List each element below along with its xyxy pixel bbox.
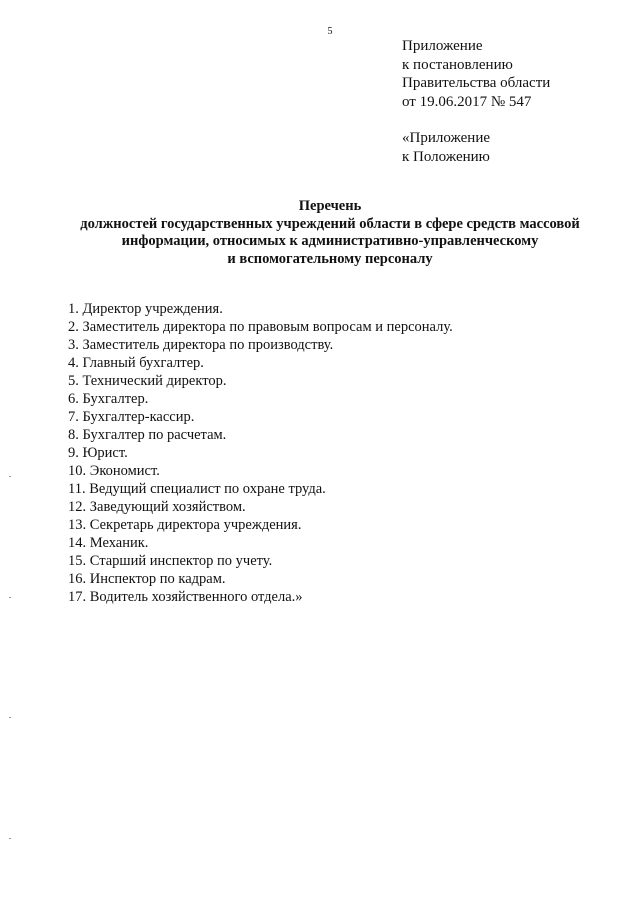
- document-title: [40, 198, 620, 268]
- list-item: 5. Технический директор.: [68, 373, 227, 389]
- list-item: 13. Секретарь директора учреждения.: [68, 517, 302, 533]
- positions-list: [68, 300, 608, 606]
- list-item: 17. Водитель хозяйственного отдела.»: [68, 589, 303, 605]
- page-number: 5: [327, 26, 333, 37]
- list-item: 6. Бухгалтер.: [68, 391, 149, 407]
- title-line: информации, относимых к административно-управленческому: [121, 233, 539, 249]
- approval-header: [402, 37, 632, 166]
- list-item: 1. Директор учреждения.: [68, 301, 223, 317]
- list-item: 12. Заведующий хозяйством.: [68, 499, 246, 515]
- list-item: 4. Главный бухгалтер.: [68, 355, 204, 371]
- header-spacer: [402, 111, 632, 129]
- list-item: 7. Бухгалтер-кассир.: [68, 409, 195, 425]
- header-line: к постановлению: [402, 56, 513, 73]
- scan-artifact: [9, 838, 11, 839]
- list-item: 15. Старший инспектор по учету.: [68, 553, 273, 569]
- header-sub-line: к Положению: [402, 148, 490, 165]
- title-line: и вспомогательному персоналу: [227, 250, 433, 267]
- scan-artifact: [9, 476, 11, 477]
- list-item: 8. Бухгалтер по расчетам.: [68, 427, 227, 443]
- list-item: 9. Юрист.: [68, 445, 128, 461]
- list-item: 3. Заместитель директора по производству.: [68, 337, 334, 353]
- header-line: Приложение: [402, 38, 483, 54]
- scan-artifact: [9, 597, 11, 598]
- list-item: 10. Экономист.: [68, 463, 160, 479]
- list-item: 2. Заместитель директора по правовым вопросам и персоналу.: [68, 319, 453, 335]
- list-item: 11. Ведущий специалист по охране труда.: [68, 481, 326, 497]
- header-sub-line: «Приложение: [402, 130, 491, 146]
- scan-artifact: [9, 717, 11, 718]
- title-line: Перечень: [298, 198, 362, 214]
- list-item: 14. Механик.: [68, 535, 149, 551]
- list-item: 16. Инспектор по кадрам.: [68, 571, 226, 587]
- title-line: должностей государственных учреждений области в сфере средств массовой: [80, 215, 580, 232]
- header-line: Правительства области: [402, 75, 551, 91]
- header-line: от 19.06.2017 № 547: [402, 93, 532, 110]
